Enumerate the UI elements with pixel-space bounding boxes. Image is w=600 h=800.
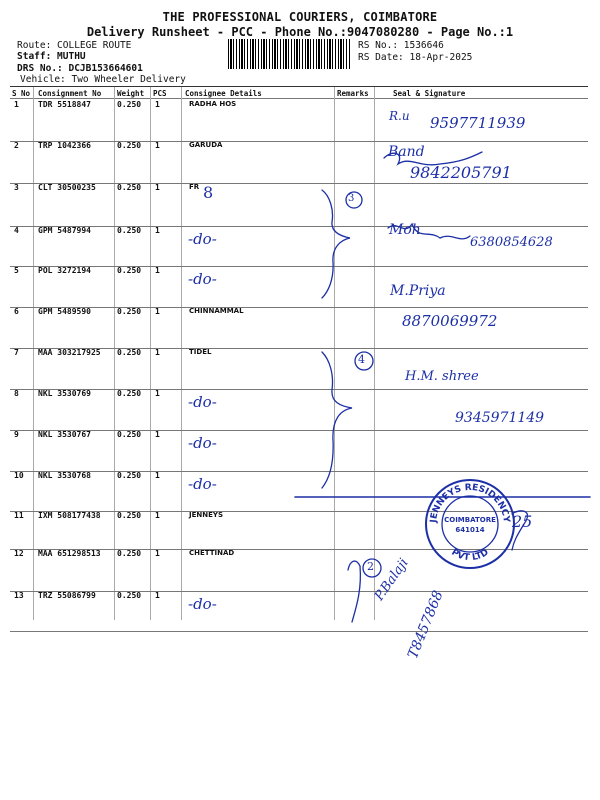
- row-consignment-no: CLT 30500235: [38, 183, 96, 192]
- row-consignment-no: GPM 5487994: [38, 226, 91, 235]
- ditto-mark: -do-: [188, 393, 217, 411]
- row-weight: 0.250: [117, 511, 142, 520]
- row-pcs: 1: [155, 141, 160, 150]
- row-pcs: 1: [155, 471, 160, 480]
- row-sno: 8: [14, 389, 19, 398]
- row-sno: 2: [14, 141, 19, 150]
- col-weight: Weight: [117, 89, 145, 98]
- sig3-name: Moh: [389, 222, 421, 238]
- row-sno: 11: [14, 511, 24, 520]
- sig6-name: P.Balaji: [372, 555, 412, 604]
- row-consignment-no: TDR 5518847: [38, 100, 91, 109]
- route-label: Route: COLLEGE ROUTE: [17, 40, 132, 51]
- svg-text:COIMBATORE: COIMBATORE: [444, 516, 496, 524]
- sig1-name: R.u: [389, 109, 410, 123]
- row-weight: 0.250: [117, 141, 142, 150]
- sig4-name: M.Priya: [390, 283, 446, 299]
- row-consignee: FR: [189, 183, 200, 191]
- row-consignment-no: MAA 651298513: [38, 549, 101, 558]
- sig3-phone: 6380854628: [470, 235, 553, 250]
- col-pcs: PCS: [153, 89, 167, 98]
- group-brace-2: [348, 561, 360, 622]
- staff-label: Staff: MUTHU: [17, 51, 86, 62]
- row-consignee: CHINNAMMAL: [189, 307, 244, 315]
- col-signature: Seal & Signature: [393, 89, 466, 98]
- sig6-phone: T8457868: [405, 588, 447, 661]
- row-weight: 0.250: [117, 307, 142, 316]
- sig1-phone: 9597711939: [430, 114, 526, 132]
- sig5-name: H.M. shree: [405, 369, 479, 384]
- rs-date: RS Date: 18-Apr-2025: [358, 52, 473, 63]
- row-sno: 6: [14, 307, 19, 316]
- row-consignment-no: POL 3272194: [38, 266, 91, 275]
- svg-text:JENNEYS RESIDENCY: JENNEYS RESIDENCY: [429, 482, 512, 524]
- sig6-extra: 25: [512, 512, 533, 531]
- row-consignee: RADHA HOS: [189, 100, 237, 108]
- row-sno: 4: [14, 226, 19, 235]
- row-sno: 10: [14, 471, 24, 480]
- row-consignee: TIDEL: [189, 348, 212, 356]
- row-pcs: 1: [155, 591, 160, 600]
- row-consignment-no: GPM 5489590: [38, 307, 91, 316]
- col-consignment: Consignment No: [38, 89, 102, 98]
- row-consignment-no: NKL 3530769: [38, 389, 91, 398]
- row-sno: 3: [14, 183, 19, 192]
- row-sno: 13: [14, 591, 24, 600]
- row-pcs: 1: [155, 348, 160, 357]
- row-weight: 0.250: [117, 100, 142, 109]
- row-consignment-no: MAA 303217925: [38, 348, 101, 357]
- ditto-mark: -do-: [188, 230, 217, 248]
- sig5-phone: 9345971149: [455, 410, 545, 426]
- company-seal-stamp: [424, 478, 516, 570]
- group-label-2: 2: [367, 560, 374, 573]
- ditto-mark: -do-: [188, 270, 217, 288]
- col-sno: S No: [12, 89, 31, 98]
- row-weight: 0.250: [117, 226, 142, 235]
- vehicle-label: Vehicle: Two Wheeler Delivery: [20, 74, 186, 85]
- group-label-4: 4: [358, 353, 365, 366]
- row-pcs: 1: [155, 226, 160, 235]
- row-consignment-no: TRP 1042366: [38, 141, 91, 150]
- row-sno: 7: [14, 348, 19, 357]
- company-title: THE PROFESSIONAL COURIERS, COIMBATORE: [162, 10, 438, 24]
- row-sno: 1: [14, 100, 19, 109]
- row-consignee: GARUDA: [189, 141, 223, 149]
- row-sno: 5: [14, 266, 19, 275]
- row-weight: 0.250: [117, 348, 142, 357]
- row-weight: 0.250: [117, 471, 142, 480]
- row-pcs: 1: [155, 549, 160, 558]
- row-consignee: CHETTINAD: [189, 549, 235, 557]
- group-label-3: 3: [348, 193, 355, 204]
- ditto-mark: -do-: [188, 434, 217, 452]
- sig2-name: Band: [388, 144, 425, 160]
- row-weight: 0.250: [117, 266, 142, 275]
- sig2-phone: 9842205791: [410, 163, 512, 182]
- runsheet-subtitle: Delivery Runsheet - PCC - Phone No.:9047080280 - Page No.:1: [86, 25, 514, 39]
- fr-handwritten-suffix: 8: [203, 183, 214, 202]
- row-sno: 9: [14, 430, 19, 439]
- row-pcs: 1: [155, 266, 160, 275]
- col-remarks: Remarks: [337, 89, 369, 98]
- group-brace-4: [322, 352, 352, 488]
- row-pcs: 1: [155, 307, 160, 316]
- row-weight: 0.250: [117, 549, 142, 558]
- row-sno: 12: [14, 549, 24, 558]
- row-weight: 0.250: [117, 430, 142, 439]
- row-pcs: 1: [155, 389, 160, 398]
- row-consignment-no: NKL 3530768: [38, 471, 91, 480]
- drs-label: DRS No.: DCJB153664601: [17, 63, 143, 74]
- row-weight: 0.250: [117, 183, 142, 192]
- row-consignment-no: NKL 3530767: [38, 430, 91, 439]
- col-consignee: Consignee Details: [185, 89, 262, 98]
- row-consignee: JENNEYS: [189, 511, 223, 519]
- rs-number: RS No.: 1536646: [358, 40, 444, 51]
- row-weight: 0.250: [117, 389, 142, 398]
- row-pcs: 1: [155, 183, 160, 192]
- group-brace-3: [322, 190, 350, 298]
- row-pcs: 1: [155, 430, 160, 439]
- svg-text:PVT LTD: PVT LTD: [449, 547, 491, 564]
- row-consignment-no: IXM 508177438: [38, 511, 101, 520]
- row-pcs: 1: [155, 511, 160, 520]
- row-consignment-no: TRZ 55086799: [38, 591, 96, 600]
- sig4-phone: 8870069972: [402, 312, 498, 330]
- ditto-mark: -do-: [188, 475, 217, 493]
- svg-text:641014: 641014: [455, 526, 485, 534]
- row-weight: 0.250: [117, 591, 142, 600]
- row-pcs: 1: [155, 100, 160, 109]
- ditto-mark: -do-: [188, 595, 217, 613]
